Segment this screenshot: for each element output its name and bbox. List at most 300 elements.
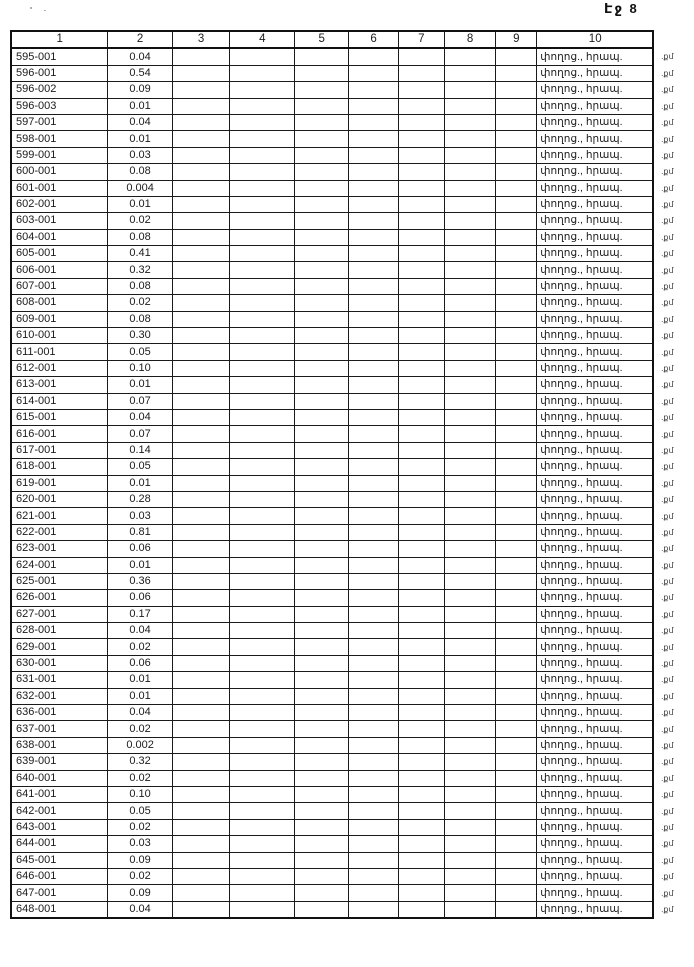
header-row: [11, 31, 693, 48]
empty-cell: [399, 491, 444, 507]
empty-cell: [496, 82, 537, 98]
empty-cell: [172, 655, 230, 671]
empty-cell: [295, 885, 349, 901]
empty-cell: [172, 82, 230, 98]
column-header-8: 8: [444, 31, 496, 48]
empty-cell: [444, 606, 496, 622]
margin-unit-label: .քմ: [661, 298, 674, 308]
margin-unit-label: .քմ: [661, 216, 674, 226]
empty-cell: [295, 442, 349, 458]
value-cell: 0.04: [108, 705, 173, 721]
value-cell: 0.004: [108, 180, 173, 196]
page-number-label: Էջ 8: [604, 1, 639, 16]
land-type-cell: փողոց., հրապ.: [537, 573, 653, 589]
empty-cell: [349, 147, 399, 163]
empty-cell: [496, 393, 537, 409]
row-id-cell: 608-001: [11, 295, 108, 311]
empty-cell: [230, 164, 295, 180]
table-row: [11, 229, 693, 245]
empty-cell: [172, 311, 230, 327]
row-id-cell: 612-001: [11, 360, 108, 376]
land-type-cell: փողոց., հրապ.: [537, 688, 653, 704]
value-cell: 0.01: [108, 672, 173, 688]
empty-cell: [349, 442, 399, 458]
empty-cell: [295, 672, 349, 688]
table-row: [11, 344, 693, 360]
table-row: [11, 98, 693, 114]
empty-cell: [230, 180, 295, 196]
empty-cell: [230, 459, 295, 475]
margin-unit-label: .քմ: [661, 609, 674, 619]
row-id-cell: 616-001: [11, 426, 108, 442]
empty-cell: [399, 98, 444, 114]
margin-unit-label: .քմ: [661, 85, 674, 95]
value-cell: 0.07: [108, 426, 173, 442]
land-type-cell: փողոց., հրապ.: [537, 655, 653, 671]
land-type-cell: փողոց., հրապ.: [537, 459, 653, 475]
row-id-cell: 610-001: [11, 328, 108, 344]
empty-cell: [172, 48, 230, 65]
empty-cell: [172, 590, 230, 606]
land-type-cell: փողոց., հրապ.: [537, 246, 653, 262]
table-row: [11, 639, 693, 655]
value-cell: 0.41: [108, 246, 173, 262]
column-header-4: 4: [230, 31, 295, 48]
empty-cell: [230, 655, 295, 671]
empty-cell: [295, 770, 349, 786]
value-cell: 0.06: [108, 590, 173, 606]
land-type-cell: փողոց., հրապ.: [537, 606, 653, 622]
value-cell: 0.08: [108, 278, 173, 294]
empty-cell: [230, 770, 295, 786]
land-type-cell: փողոց., հրապ.: [537, 147, 653, 163]
land-type-cell: փողոց., հրապ.: [537, 786, 653, 802]
empty-cell: [172, 262, 230, 278]
empty-cell: [444, 278, 496, 294]
empty-cell: [496, 606, 537, 622]
empty-cell: [295, 705, 349, 721]
empty-cell: [496, 475, 537, 491]
column-header-5: 5: [295, 31, 349, 48]
land-type-cell: փողոց., հրապ.: [537, 82, 653, 98]
empty-cell: [399, 295, 444, 311]
empty-cell: [349, 836, 399, 852]
empty-cell: [230, 295, 295, 311]
margin-unit-label: .քմ: [661, 118, 674, 128]
row-id-cell: 647-001: [11, 885, 108, 901]
value-cell: 0.05: [108, 459, 173, 475]
empty-cell: [496, 246, 537, 262]
empty-cell: [399, 639, 444, 655]
empty-cell: [399, 459, 444, 475]
value-cell: 0.10: [108, 360, 173, 376]
empty-cell: [295, 606, 349, 622]
empty-cell: [444, 229, 496, 245]
empty-cell: [496, 377, 537, 393]
row-id-cell: 646-001: [11, 868, 108, 884]
value-cell: 0.02: [108, 213, 173, 229]
table-body: [11, 48, 693, 918]
empty-cell: [444, 688, 496, 704]
value-cell: 0.30: [108, 328, 173, 344]
land-type-cell: փողոց., հրապ.: [537, 328, 653, 344]
empty-cell: [172, 377, 230, 393]
empty-cell: [399, 164, 444, 180]
empty-cell: [295, 131, 349, 147]
empty-cell: [295, 278, 349, 294]
land-type-cell: փողոց., հրապ.: [537, 426, 653, 442]
land-type-cell: փողոց., հրապ.: [537, 196, 653, 212]
empty-cell: [295, 508, 349, 524]
empty-cell: [496, 737, 537, 753]
row-id-cell: 622-001: [11, 524, 108, 540]
empty-cell: [399, 524, 444, 540]
empty-cell: [496, 754, 537, 770]
empty-cell: [444, 557, 496, 573]
empty-cell: [349, 180, 399, 196]
empty-cell: [496, 819, 537, 835]
empty-cell: [349, 98, 399, 114]
empty-cell: [349, 131, 399, 147]
row-id-cell: 605-001: [11, 246, 108, 262]
table-row: [11, 328, 693, 344]
value-cell: 0.02: [108, 295, 173, 311]
margin-unit-label: .քմ: [661, 495, 674, 505]
empty-cell: [399, 147, 444, 163]
empty-cell: [230, 377, 295, 393]
empty-cell: [230, 311, 295, 327]
row-id-cell: 628-001: [11, 623, 108, 639]
row-id-cell: 640-001: [11, 770, 108, 786]
margin-unit-label: .քմ: [661, 527, 674, 537]
row-id-cell: 617-001: [11, 442, 108, 458]
row-id-cell: 596-001: [11, 65, 108, 81]
empty-cell: [349, 344, 399, 360]
margin-unit-label: .քմ: [661, 396, 674, 406]
empty-cell: [295, 475, 349, 491]
empty-cell: [496, 705, 537, 721]
empty-cell: [230, 541, 295, 557]
row-id-cell: 630-001: [11, 655, 108, 671]
land-type-cell: փողոց., հրապ.: [537, 377, 653, 393]
margin-unit-label: .քմ: [661, 331, 674, 341]
table-row: [11, 737, 693, 753]
value-cell: 0.04: [108, 623, 173, 639]
row-id-cell: 637-001: [11, 721, 108, 737]
land-type-cell: փողոց., հրապ.: [537, 409, 653, 425]
empty-cell: [399, 754, 444, 770]
empty-cell: [230, 721, 295, 737]
empty-cell: [496, 770, 537, 786]
empty-cell: [399, 377, 444, 393]
empty-cell: [496, 655, 537, 671]
empty-cell: [444, 164, 496, 180]
value-cell: 0.08: [108, 311, 173, 327]
margin-unit-label: .քմ: [661, 691, 674, 701]
empty-cell: [496, 262, 537, 278]
table-row: [11, 475, 693, 491]
value-cell: 0.02: [108, 819, 173, 835]
empty-cell: [496, 885, 537, 901]
empty-cell: [349, 246, 399, 262]
table-row: [11, 131, 693, 147]
land-type-cell: փողոց., հրապ.: [537, 754, 653, 770]
row-id-cell: 645-001: [11, 852, 108, 868]
empty-cell: [444, 754, 496, 770]
empty-cell: [444, 65, 496, 81]
empty-cell: [399, 48, 444, 65]
value-cell: 0.32: [108, 262, 173, 278]
value-cell: 0.01: [108, 377, 173, 393]
land-type-cell: փողոց., հրապ.: [537, 557, 653, 573]
value-cell: 0.81: [108, 524, 173, 540]
empty-cell: [349, 196, 399, 212]
empty-cell: [444, 147, 496, 163]
empty-cell: [349, 623, 399, 639]
empty-cell: [444, 114, 496, 130]
table-row: [11, 606, 693, 622]
empty-cell: [349, 426, 399, 442]
empty-cell: [172, 491, 230, 507]
empty-cell: [230, 688, 295, 704]
land-type-cell: փողոց., հրապ.: [537, 295, 653, 311]
empty-cell: [230, 901, 295, 918]
empty-cell: [349, 885, 399, 901]
empty-cell: [496, 426, 537, 442]
empty-cell: [172, 852, 230, 868]
table-row: [11, 508, 693, 524]
margin-unit-label: .քմ: [661, 675, 674, 685]
empty-cell: [399, 360, 444, 376]
empty-cell: [444, 213, 496, 229]
empty-cell: [230, 48, 295, 65]
empty-cell: [399, 901, 444, 918]
empty-cell: [230, 836, 295, 852]
row-id-cell: 606-001: [11, 262, 108, 278]
value-cell: 0.04: [108, 409, 173, 425]
empty-cell: [230, 393, 295, 409]
land-type-cell: փողոց., հրապ.: [537, 868, 653, 884]
empty-cell: [444, 705, 496, 721]
empty-cell: [496, 590, 537, 606]
empty-cell: [399, 721, 444, 737]
empty-cell: [295, 344, 349, 360]
margin-unit-label: .քմ: [661, 462, 674, 472]
empty-cell: [444, 246, 496, 262]
empty-cell: [295, 246, 349, 262]
margin-unit-label: .քմ: [661, 101, 674, 111]
value-cell: 0.09: [108, 885, 173, 901]
empty-cell: [399, 655, 444, 671]
empty-cell: [172, 639, 230, 655]
land-type-cell: փողոց., հրապ.: [537, 836, 653, 852]
empty-cell: [349, 65, 399, 81]
margin-unit-label: .քմ: [661, 642, 674, 652]
margin-unit-label: .քմ: [661, 429, 674, 439]
empty-cell: [444, 491, 496, 507]
empty-cell: [399, 557, 444, 573]
empty-cell: [295, 65, 349, 81]
empty-cell: [172, 229, 230, 245]
empty-cell: [172, 393, 230, 409]
empty-cell: [172, 672, 230, 688]
row-id-cell: 643-001: [11, 819, 108, 835]
value-cell: 0.17: [108, 606, 173, 622]
empty-cell: [399, 852, 444, 868]
value-cell: 0.32: [108, 754, 173, 770]
empty-cell: [349, 721, 399, 737]
value-cell: 0.02: [108, 868, 173, 884]
empty-cell: [172, 196, 230, 212]
margin-unit-label: .քմ: [661, 249, 674, 259]
empty-cell: [496, 360, 537, 376]
empty-cell: [496, 278, 537, 294]
empty-cell: [172, 623, 230, 639]
land-type-cell: փողոց., հրապ.: [537, 475, 653, 491]
empty-cell: [349, 573, 399, 589]
value-cell: 0.10: [108, 786, 173, 802]
empty-cell: [172, 524, 230, 540]
empty-cell: [172, 65, 230, 81]
empty-cell: [295, 311, 349, 327]
empty-cell: [444, 459, 496, 475]
empty-cell: [230, 672, 295, 688]
empty-cell: [444, 360, 496, 376]
table-row: [11, 491, 693, 507]
empty-cell: [444, 901, 496, 918]
land-type-cell: փողոց., հրապ.: [537, 705, 653, 721]
column-header-2: 2: [108, 31, 173, 48]
empty-cell: [399, 672, 444, 688]
empty-cell: [399, 311, 444, 327]
empty-cell: [172, 213, 230, 229]
empty-cell: [172, 180, 230, 196]
margin-unit-label: .քմ: [661, 806, 674, 816]
empty-cell: [444, 82, 496, 98]
row-id-cell: 603-001: [11, 213, 108, 229]
empty-cell: [399, 573, 444, 589]
empty-cell: [172, 868, 230, 884]
table-row: [11, 164, 693, 180]
empty-cell: [399, 803, 444, 819]
table-row: [11, 278, 693, 294]
empty-cell: [230, 737, 295, 753]
empty-cell: [444, 639, 496, 655]
empty-cell: [496, 409, 537, 425]
empty-cell: [172, 737, 230, 753]
empty-cell: [349, 82, 399, 98]
empty-cell: [444, 737, 496, 753]
margin-unit-label: .քմ: [661, 593, 674, 603]
empty-cell: [349, 409, 399, 425]
empty-cell: [172, 246, 230, 262]
margin-unit-label: .քմ: [661, 167, 674, 177]
land-type-cell: փողոց., հրապ.: [537, 852, 653, 868]
value-cell: 0.09: [108, 852, 173, 868]
table-row: [11, 590, 693, 606]
land-type-cell: փողոց., հրապ.: [537, 180, 653, 196]
empty-cell: [349, 737, 399, 753]
row-id-cell: 596-003: [11, 98, 108, 114]
land-type-cell: փողոց., հրապ.: [537, 98, 653, 114]
empty-cell: [230, 131, 295, 147]
empty-cell: [444, 131, 496, 147]
value-cell: 0.14: [108, 442, 173, 458]
empty-cell: [399, 508, 444, 524]
empty-cell: [349, 393, 399, 409]
empty-cell: [496, 229, 537, 245]
empty-cell: [496, 852, 537, 868]
empty-cell: [444, 196, 496, 212]
table-row: [11, 459, 693, 475]
empty-cell: [349, 262, 399, 278]
row-id-cell: 621-001: [11, 508, 108, 524]
empty-cell: [230, 426, 295, 442]
empty-cell: [295, 164, 349, 180]
table-row: [11, 377, 693, 393]
row-id-cell: 619-001: [11, 475, 108, 491]
empty-cell: [295, 836, 349, 852]
empty-cell: [444, 885, 496, 901]
empty-cell: [172, 328, 230, 344]
empty-cell: [230, 705, 295, 721]
empty-cell: [444, 328, 496, 344]
empty-cell: [295, 262, 349, 278]
margin-unit-label: .քմ: [661, 855, 674, 865]
empty-cell: [230, 491, 295, 507]
empty-cell: [496, 311, 537, 327]
empty-cell: [444, 836, 496, 852]
value-cell: 0.01: [108, 196, 173, 212]
empty-cell: [444, 655, 496, 671]
empty-cell: [399, 819, 444, 835]
empty-cell: [172, 885, 230, 901]
land-type-cell: փողոց., հրապ.: [537, 164, 653, 180]
empty-cell: [496, 557, 537, 573]
empty-cell: [295, 196, 349, 212]
empty-cell: [172, 688, 230, 704]
row-id-cell: 598-001: [11, 131, 108, 147]
value-cell: 0.02: [108, 721, 173, 737]
table-row: [11, 541, 693, 557]
empty-cell: [349, 48, 399, 65]
land-type-cell: փողոց., հրապ.: [537, 393, 653, 409]
empty-cell: [295, 328, 349, 344]
value-cell: 0.03: [108, 836, 173, 852]
row-id-cell: 624-001: [11, 557, 108, 573]
empty-cell: [295, 524, 349, 540]
row-id-cell: 632-001: [11, 688, 108, 704]
empty-cell: [399, 623, 444, 639]
row-id-cell: 623-001: [11, 541, 108, 557]
table-row: [11, 770, 693, 786]
empty-cell: [496, 180, 537, 196]
empty-cell: [399, 786, 444, 802]
empty-cell: [295, 213, 349, 229]
empty-cell: [399, 344, 444, 360]
margin-unit-label: .քմ: [661, 68, 674, 78]
table-row: [11, 409, 693, 425]
empty-cell: [230, 65, 295, 81]
empty-cell: [496, 98, 537, 114]
empty-cell: [295, 721, 349, 737]
empty-cell: [496, 164, 537, 180]
empty-cell: [295, 737, 349, 753]
value-cell: 0.01: [108, 131, 173, 147]
margin-unit-label: .քմ: [661, 314, 674, 324]
empty-cell: [349, 786, 399, 802]
empty-cell: [496, 491, 537, 507]
